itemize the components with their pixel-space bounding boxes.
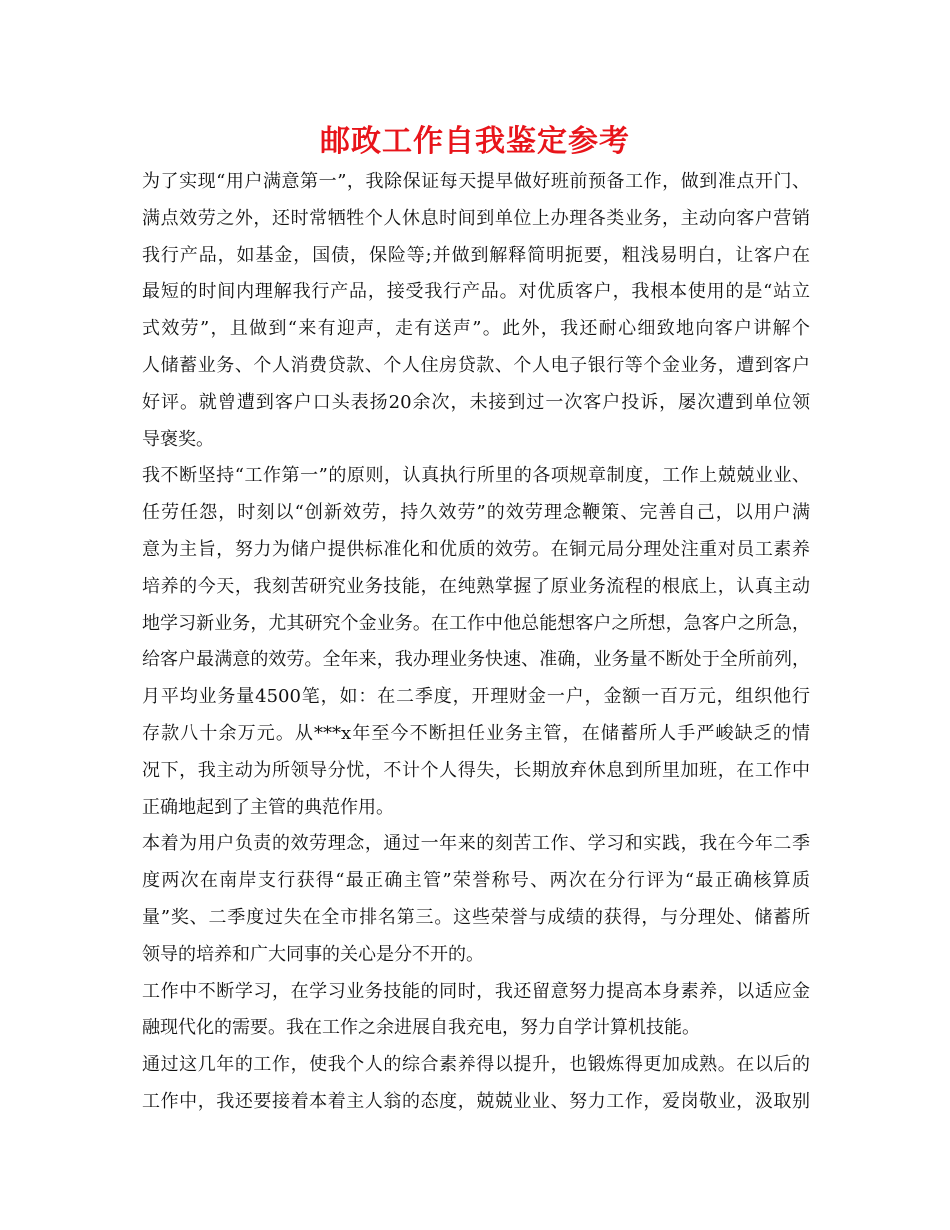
text-line: 最短的时间内理解我行产品，接受我行产品。对优质客户，我根本使用的是“站立 [142,281,810,303]
text-line: 培养的今天，我刻苦研究业务技能，在纯熟掌握了原业务流程的根底上，认真主动 [142,575,810,597]
text-line: 通过这几年的工作，使我个人的综合素养得以提升，也锻炼得更加成熟。在以后的 [142,1054,810,1076]
text-line: 存款八十余万元。从***x年至今不断担任业务主管，在储蓄所人手严峻缺乏的情 [142,722,810,744]
text-line: 我不断坚持“工作第一”的原则，认真执行所里的各项规章制度，工作上兢兢业业、 [142,465,810,487]
text-line: 人储蓄业务、个人消费贷款、个人住房贷款、个人电子银行等个金业务，遭到客户 [142,354,810,376]
text-line: 本着为用户负责的效劳理念，通过一年来的刻苦工作、学习和实践，我在今年二季 [142,833,810,855]
text-line: 况下，我主动为所领导分忧，不计个人得失，长期放弃休息到所里加班，在工作中 [142,759,810,781]
paragraph-5 [142,1047,810,1121]
text-line: 给客户最满意的效劳。全年来，我办理业务快速、准确，业务量不断处于全所前列， [142,649,810,671]
text-line: 工作中，我还要接着本着主人翁的态度，兢兢业业、努力工作，爱岗敬业，汲取别 [142,1090,810,1112]
text-line: 满点效劳之外，还时常牺牲个人休息时间到单位上办理各类业务，主动向客户营销 [142,207,810,229]
text-line: 导褒奖。 [142,428,214,450]
paragraph-3 [142,826,810,973]
paragraph-2 [142,458,810,826]
text-line: 为了实现“用户满意第一”，我除保证每天提早做好班前预备工作，做到准点开门、 [142,171,810,192]
text-line: 领导的培养和广大同事的关心是分不开的。 [142,943,484,965]
text-line: 我行产品，如基金，国债，保险等;并做到解释简明扼要，粗浅易明白，让客户在 [142,244,810,266]
text-line: 融现代化的需要。我在工作之余进展自我充电，努力自学计算机技能。 [142,1017,700,1039]
text-line: 正确地起到了主管的典范作用。 [142,796,394,818]
text-line: 度两次在南岸支行获得“最正确主管”荣誉称号、两次在分行评为“最正确核算质 [142,870,810,892]
text-line: 地学习新业务，尤其研究个金业务。在工作中他总能想客户之所想，急客户之所急， [142,612,810,634]
text-line: 工作中不断学习，在学习业务技能的同时，我还留意努力提高本身素养，以适应金 [142,980,810,1002]
document-title: 邮政工作自我鉴定参考 [320,124,630,159]
text-line: 月平均业务量4500笔，如：在二季度，开理财金一户，金额一百万元，组织他行 [142,686,810,708]
text-line: 意为主旨，努力为储户提供标准化和优质的效劳。在铜元局分理处注重对员工素养 [142,538,810,560]
paragraph-1 [142,164,810,458]
document-body [142,164,810,1121]
text-line: 好评。就曾遭到客户口头表扬20余次，未接到过一次客户投诉，屡次遭到单位领 [142,391,810,413]
text-line: 任劳任怨，时刻以“创新效劳，持久效劳”的效劳理念鞭策、完善自己，以用户满 [142,502,810,524]
text-line: 式效劳”，且做到“来有迎声，走有送声”。此外，我还耐心细致地向客户讲解个 [142,318,810,340]
text-line: 量”奖、二季度过失在全市排名第三。这些荣誉与成绩的获得，与分理处、储蓄所 [142,906,810,928]
paragraph-4 [142,974,810,1048]
